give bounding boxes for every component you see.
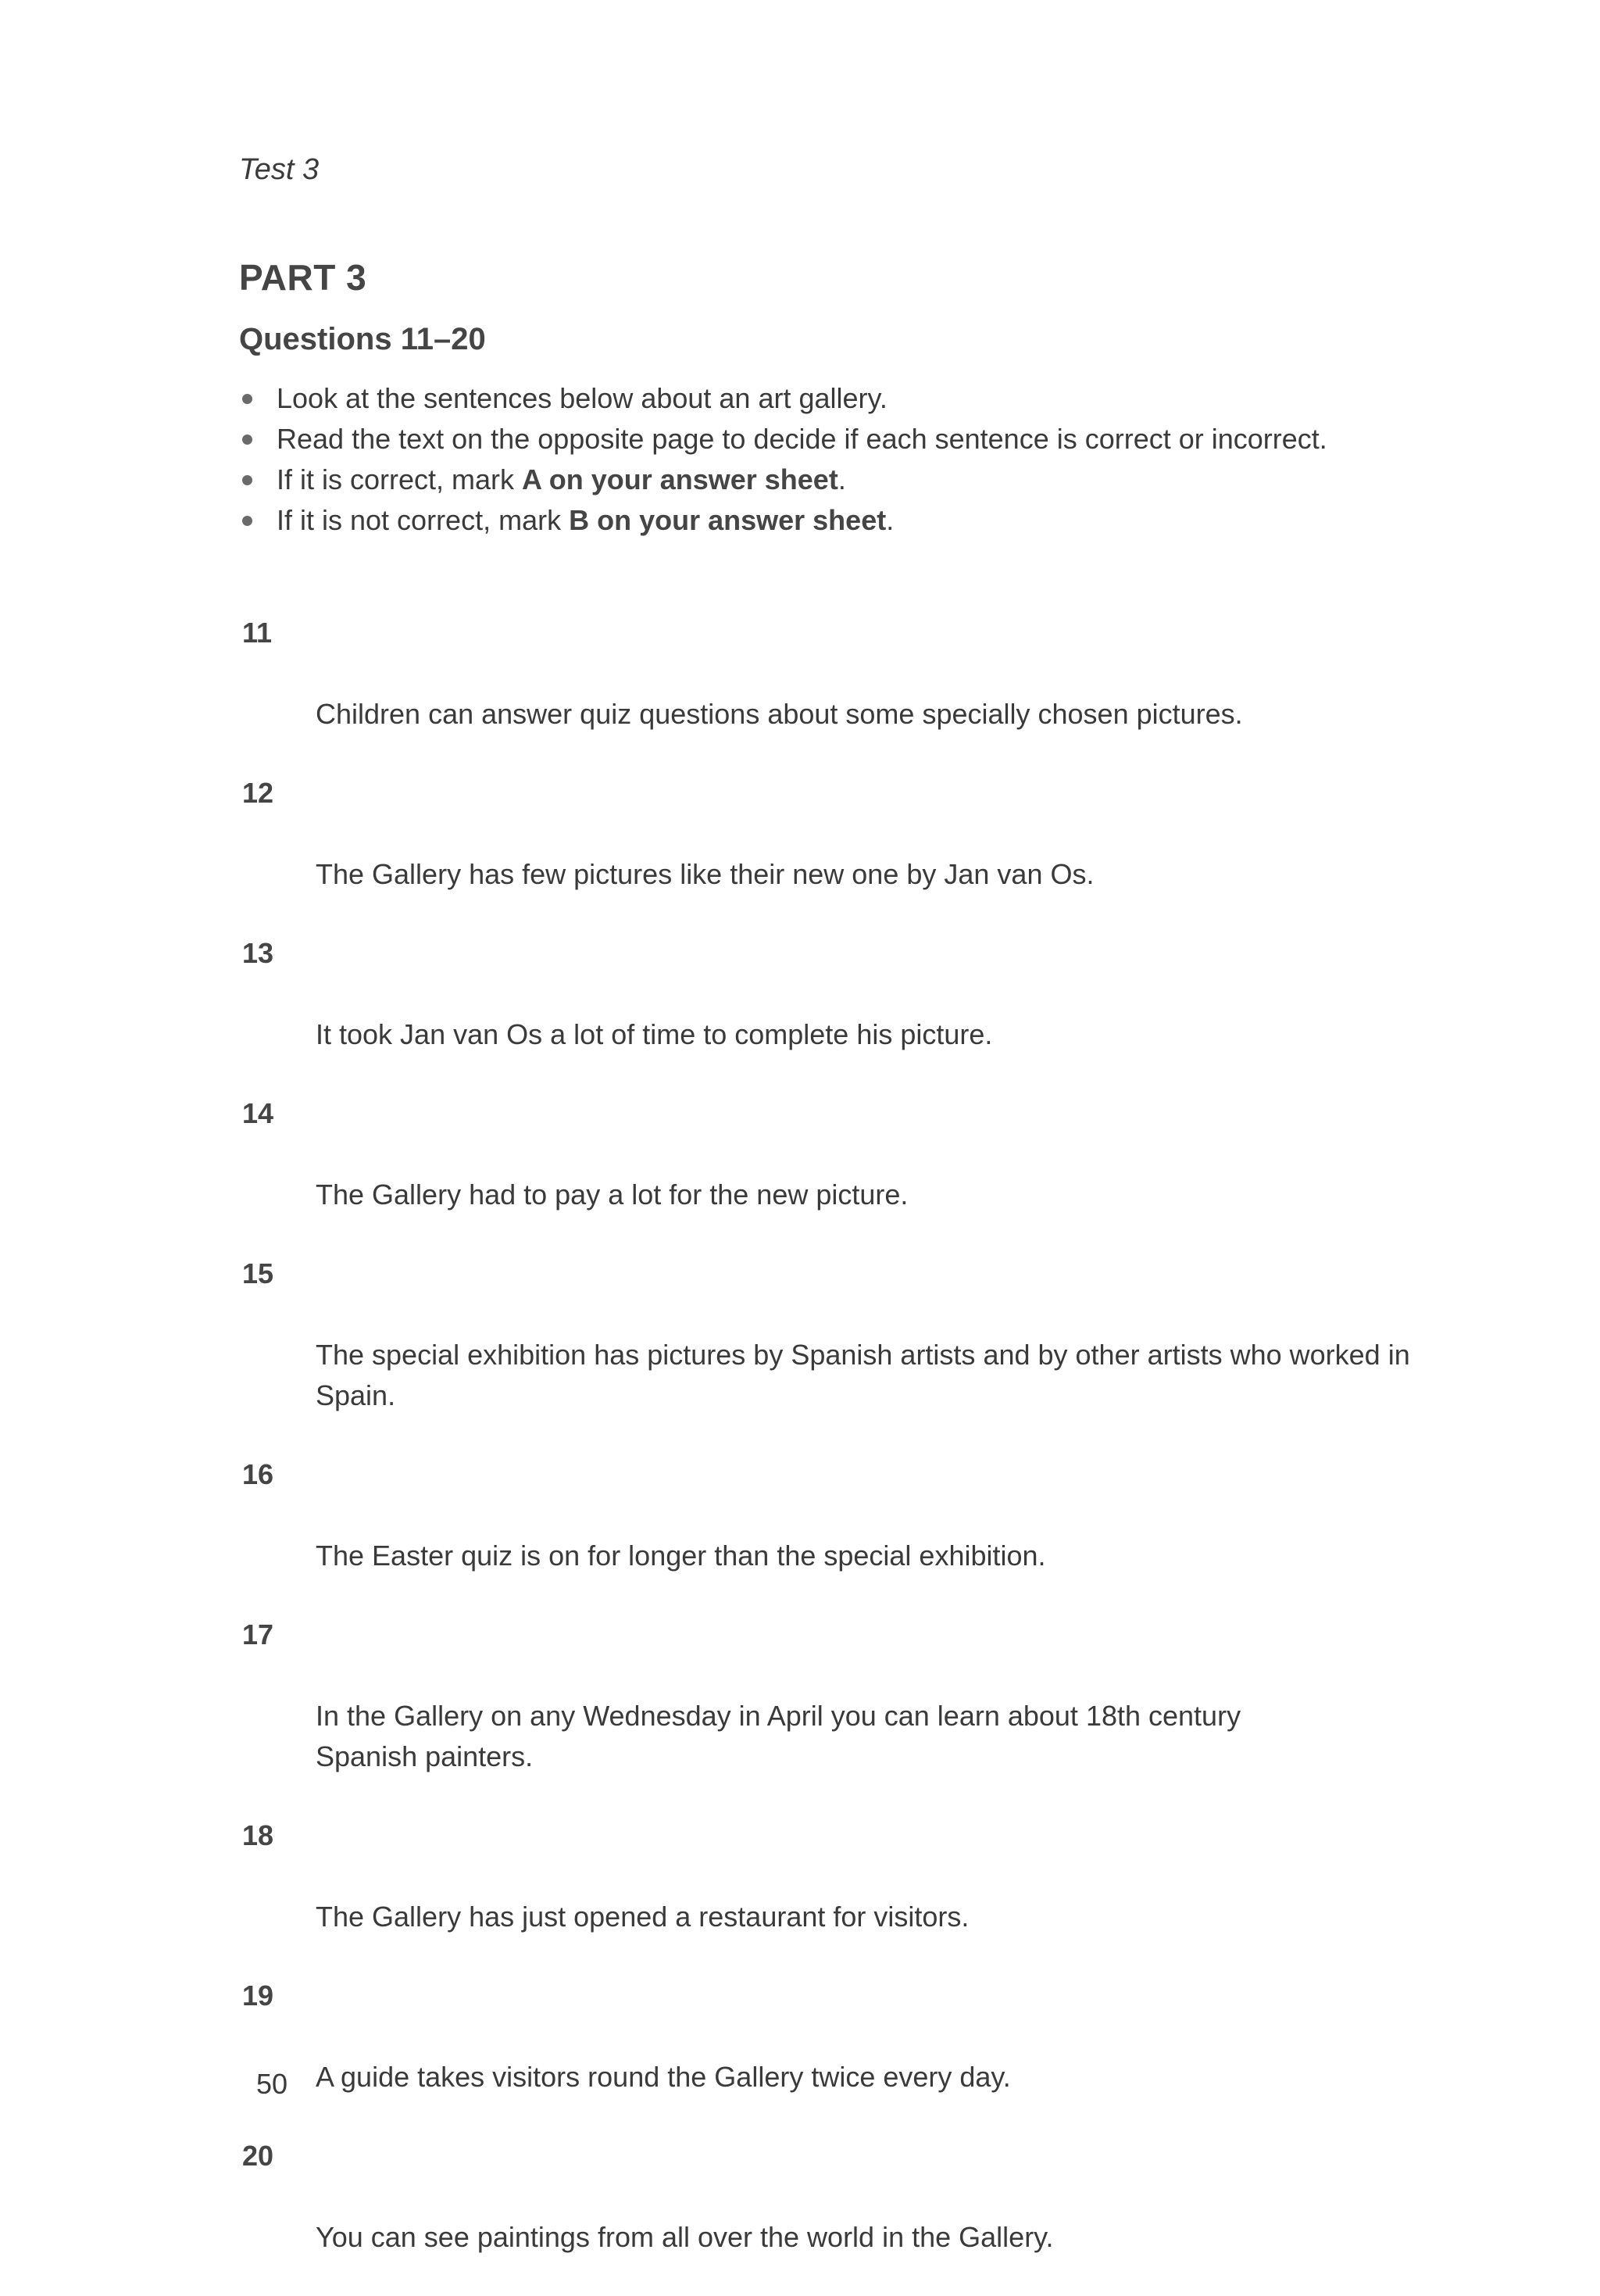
instruction-tail: . [838, 463, 846, 495]
part-title: PART 3 [239, 257, 367, 298]
bullet-icon [242, 516, 252, 526]
question-item [242, 1093, 1523, 1215]
question-item [242, 933, 1523, 1055]
question-text: It took Jan van Os a lot of time to complete his picture. [316, 1018, 993, 1050]
bullet-icon [242, 435, 252, 445]
question-number: 13 [242, 937, 274, 969]
questions-title: Questions 11–20 [239, 322, 486, 356]
question-number: 11 [242, 617, 273, 649]
instruction-text: Look at the sentences below about an art gallery. [277, 382, 888, 414]
question-number: 15 [242, 1257, 274, 1289]
question-item [242, 1454, 1523, 1576]
instruction-item [239, 419, 1327, 460]
instruction-emphasis: A on your answer sheet [522, 463, 838, 495]
instruction-text: If it is correct, mark [277, 463, 523, 495]
instruction-item [239, 500, 1327, 541]
question-item [242, 1254, 1523, 1416]
question-number: 12 [242, 777, 274, 809]
question-text: The Gallery had to pay a lot for the new picture. [316, 1178, 909, 1211]
bullet-icon [242, 394, 252, 404]
instruction-item [239, 378, 1327, 419]
instructions-list [239, 378, 1327, 541]
question-text: A guide takes visitors round the Gallery twice every day. [316, 2061, 1011, 2093]
bullet-icon [242, 475, 252, 485]
question-text: The Gallery has few pictures like their new one by Jan van Os. [316, 858, 1095, 890]
question-number: 18 [242, 1819, 274, 1851]
page-number: 50 [256, 2068, 288, 2100]
question-text: In the Gallery on any Wednesday in April you can learn about 18th century Spanish painters. [316, 1700, 1241, 1772]
instruction-text: If it is not correct, mark [277, 504, 570, 536]
question-item [242, 2136, 1523, 2258]
question-item [242, 773, 1523, 895]
instruction-item [239, 460, 1327, 500]
question-item [242, 1615, 1523, 1777]
question-number: 20 [242, 2140, 274, 2172]
question-text: You can see paintings from all over the world in the Gallery. [316, 2221, 1054, 2253]
question-item [242, 613, 1523, 735]
question-number: 14 [242, 1097, 274, 1129]
question-item [242, 1815, 1523, 1937]
question-text: The Easter quiz is on for longer than the special exhibition. [316, 1540, 1046, 1572]
question-number: 17 [242, 1618, 274, 1650]
running-head: Test 3 [239, 153, 320, 186]
question-number: 19 [242, 1979, 274, 2012]
question-text: Children can answer quiz questions about some specially chosen pictures. [316, 698, 1243, 730]
question-text: The special exhibition has pictures by Spanish artists and by other artists who worked in Spain. [316, 1339, 1410, 1411]
question-list [242, 613, 1523, 2296]
question-item [242, 1976, 1523, 2098]
instruction-tail: . [886, 504, 895, 536]
instruction-emphasis: B on your answer sheet [569, 504, 887, 536]
instruction-text: Read the text on the opposite page to decide if each sentence is correct or incorrect. [277, 423, 1327, 455]
question-text: The Gallery has just opened a restaurant for visitors. [316, 1901, 970, 1933]
question-number: 16 [242, 1458, 274, 1490]
